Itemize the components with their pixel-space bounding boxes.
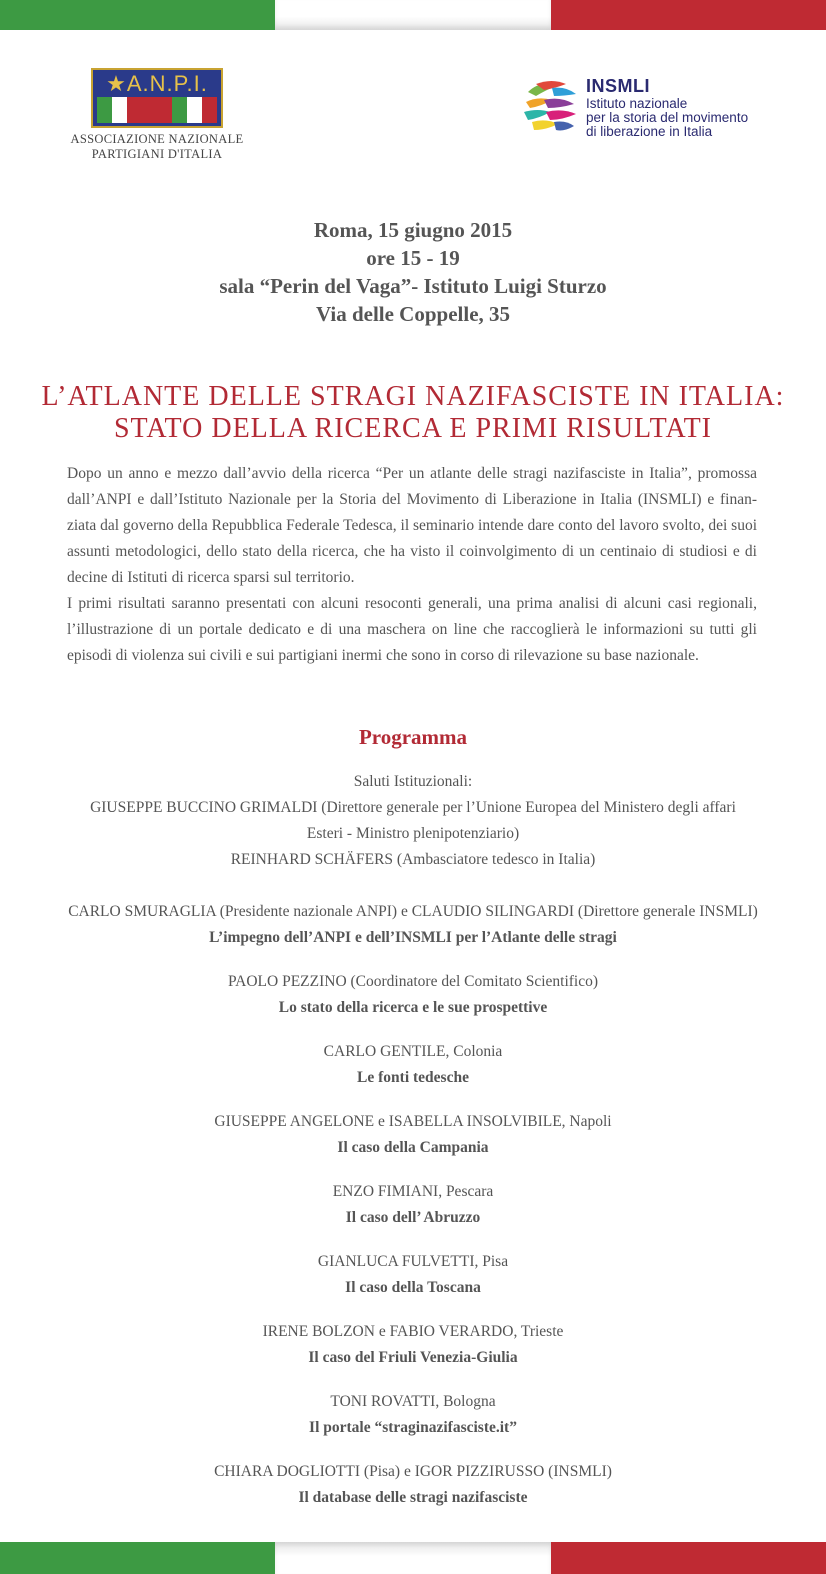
greetings-label: Saluti Istituzionali: [353, 773, 473, 790]
anpi-logo [66, 68, 248, 162]
insmli-subtitle [586, 97, 748, 139]
institutional-greetings [40, 769, 786, 873]
program-speaker: GIUSEPPE ANGELONE e ISABELLA INSOLVIBILE, Napoli [214, 1113, 612, 1130]
anpi-caption-line2: PARTIGIANI D'ITALIA [91, 147, 223, 161]
program-talk: Il caso dell’ Abruzzo [345, 1209, 481, 1226]
greetings-speaker-1-cont: Esteri - Ministro plenipotenziario) [306, 825, 520, 842]
insmli-sub-line2: per la storia del movimento [586, 110, 749, 125]
anpi-caption [66, 132, 248, 162]
flag-red-stripe [551, 1542, 826, 1574]
insmli-title: INSMLI [586, 76, 650, 96]
flag-white-stripe [275, 1542, 550, 1574]
program-item [40, 1459, 786, 1511]
intro-paragraph-1: Dopo un anno e mezzo dall’avvio della ricerca “Per un atlante delle stragi nazifasciste in Italia”, promossa dall’ANPI e dall’Istituto Nazionale per la Storia del Movimento di Liberazione in Italia (INSMLI) e finan-ziata dal governo della Repubblica Federale Tedesca, il seminario intende dare conto del lavoro svolto, dei suoi assunti metodologici, dello stato della ricerca, che ha visto il coinvolgimento di un centinaio di studiosi e di decine di Istituti di ricerca sparsi sul territorio. [67, 465, 757, 586]
program-talk: Il caso della Campania [337, 1139, 489, 1156]
program-item [40, 1179, 786, 1231]
program-item [40, 1109, 786, 1161]
program-speaker: PAOLO PEZZINO (Coordinatore del Comitato Scientifico) [227, 973, 599, 990]
greetings-speaker-2: REINHARD SCHÄFERS (Ambasciatore tedesco in Italia) [230, 851, 596, 868]
intro-text [67, 461, 757, 669]
program-list [40, 769, 786, 1511]
event-date: Roma, 15 giugno 2015 [313, 218, 513, 242]
insmli-mark-icon [522, 78, 580, 134]
program-talk: Il portale “straginazifasciste.it” [309, 1419, 517, 1436]
italian-flag-footer [0, 1542, 826, 1574]
anpi-tricolor-stripes [97, 97, 217, 123]
insmli-logo [522, 76, 772, 139]
program-talk: Il caso della Toscana [345, 1279, 481, 1296]
flag-green-stripe [0, 1542, 275, 1574]
flag-red-stripe [551, 0, 826, 30]
event-time: ore 15 - 19 [366, 246, 460, 270]
program-talk: Il database delle stragi nazifasciste [298, 1489, 528, 1506]
event-address: Via delle Coppelle, 35 [315, 302, 511, 326]
title-line2: STATO DELLA RICERCA E PRIMI RISULTATI [113, 413, 712, 444]
program-heading: Programma [358, 725, 468, 749]
program-item [40, 1039, 786, 1091]
program-talk: L’impegno dell’ANPI e dell’INSMLI per l’Atlante delle stragi [209, 929, 617, 946]
event-venue: sala “Perin del Vaga”- Istituto Luigi Sturzo [219, 274, 607, 298]
italian-flag-header [0, 0, 826, 30]
page-title [0, 381, 826, 445]
program-speaker: CHIARA DOGLIOTTI (Pisa) e IGOR PIZZIRUSSO (INSMLI) [214, 1463, 612, 1480]
anpi-caption-line1: ASSOCIAZIONE NAZIONALE [70, 132, 244, 146]
program-talk: Il caso del Friuli Venezia-Giulia [308, 1349, 518, 1366]
anpi-badge [91, 68, 223, 128]
program-speaker: CARLO GENTILE, Colonia [323, 1043, 503, 1060]
flag-white-stripe [275, 0, 550, 30]
program-item [40, 899, 786, 951]
program-talk: Lo stato della ricerca e le sue prospettive [278, 999, 548, 1016]
program-speaker: IRENE BOLZON e FABIO VERARDO, Trieste [262, 1323, 564, 1340]
greetings-speaker-1: GIUSEPPE BUCCINO GRIMALDI (Direttore generale per l’Unione Europea del Ministero degli affari [90, 799, 736, 816]
insmli-sub-line1: Istituto nazionale [586, 96, 688, 111]
program-speaker: ENZO FIMIANI, Pescara [332, 1183, 494, 1200]
program-speaker: TONI ROVATTI, Bologna [330, 1393, 496, 1410]
event-details [0, 216, 826, 328]
intro-paragraph-2: I primi risultati saranno presentati con alcuni resoconti generali, una prima analisi di alcuni casi regionali, l’illustrazione di un portale dedicato e di una maschera on line che raccoglierà le informazioni su tutti gli episodi di violenza sui civili e sui partigiani inermi che sono in corso di rilevazione su base nazionale. [67, 595, 757, 664]
flag-green-stripe [0, 0, 275, 30]
program-talk: Le fonti tedesche [357, 1069, 469, 1086]
program-item [40, 969, 786, 1021]
insmli-sub-line3: di liberazione in Italia [586, 124, 713, 139]
program-speaker: CARLO SMURAGLIA (Presidente nazionale ANPI) e CLAUDIO SILINGARDI (Direttore generale INSMLI) [68, 903, 758, 920]
program-speaker: GIANLUCA FULVETTI, Pisa [317, 1253, 509, 1270]
program-item [40, 1389, 786, 1441]
title-line1: L’ATLANTE DELLE STRAGI NAZIFASCISTE IN ITALIA: [41, 381, 785, 412]
program-item [40, 1319, 786, 1371]
anpi-acronym: ★A.N.P.I. [106, 71, 208, 96]
program-item [40, 1249, 786, 1301]
